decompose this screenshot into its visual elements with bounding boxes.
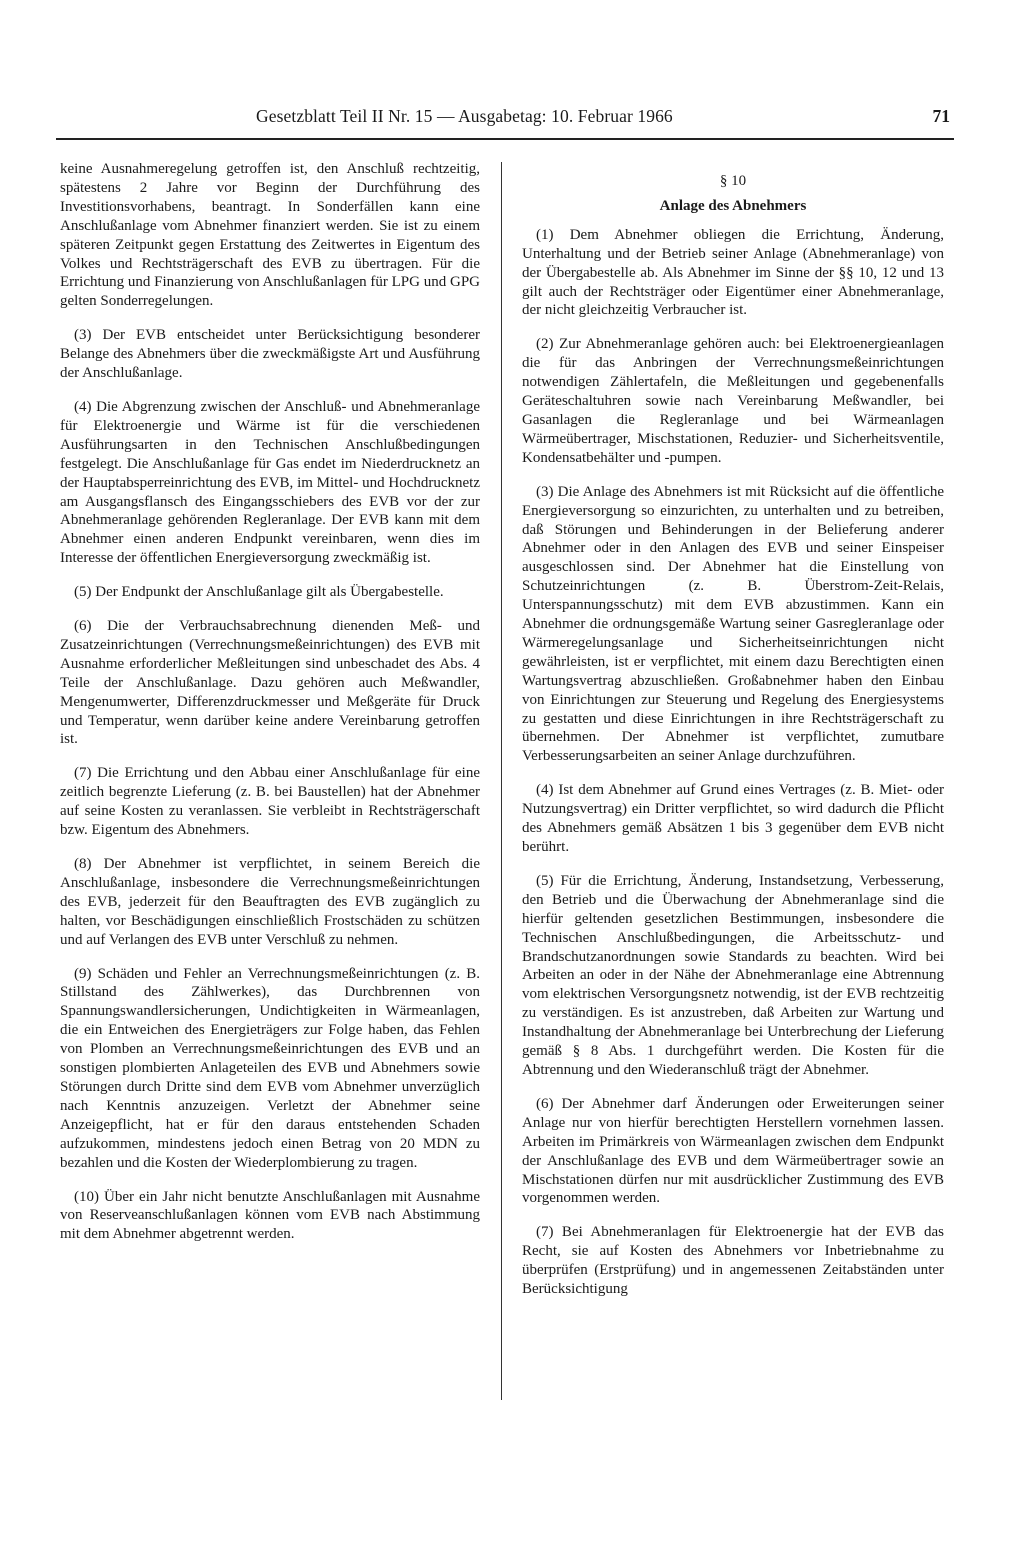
paragraph-8: (8) Der Abnehmer ist verpflichtet, in seinem Bereich die Anschlußanlage, insbesondere die Verrechnungsmeßeinrichtungen des EVB, jederzeit für den Beauftragten des EVB zugänglich zu halten, vor Beschädigungen einschließlich Frostschäden zu schützen und auf Verlangen des EVB unter Verschluß zu nehmen.: [60, 856, 480, 948]
page-number: 71: [932, 106, 950, 126]
section-number: § 10: [719, 173, 747, 189]
section-10-paragraph-7: (7) Bei Abnehmeranlagen für Elektroenergie hat der EVB das Recht, sie auf Kosten des Abnehmers vor Inbetriebnahme zu überprüfen (Erstprüfung) und in angemessenen Zeitabständen unter Berücksichtigung: [522, 1224, 944, 1298]
section-10-paragraph-6: (6) Der Abnehmer darf Änderungen oder Erweiterungen seiner Anlage nur von hierfür berechtigten Herstellern vornehmen lassen. Arbeiten im Primärkreis von Wärmeanlagen zwischen dem Endpunkt der Anschlußanlage des EVB und dem Wärmeübertrager sowie an Mischstationen dürfen nur mit ausdrücklicher Zustimmung des EVB vorgenommen werden.: [522, 1095, 944, 1207]
section-10-paragraph-5: (5) Für die Errichtung, Änderung, Instandsetzung, Verbesserung, den Betrieb und die Überwachung der Abnehmeranlage sind die hierfür geltenden gesetzlichen Bestimmungen, insbesondere die Technischen Anschlußbedingungen, die Arbeitsschutz- und Brandschutzanordnungen sowie Standards zu beachten. Wird bei Arbeiten an oder in der Nähe der Abnehmeranlage eine Abtrennung vom elektrischen Versorgungsnetz notwendig, ist der EVB rechtzeitig zu verständigen. Es ist anzustreben, daß Arbeiten zur Wartung und Instandhaltung der Abnehmeranlage bei Unterbrechung der Lieferung gemäß § 8 Abs. 1 durchgeführt werden. Die Kosten für die Abtrennung und den Wiederanschluß trägt der Abnehmer.: [522, 872, 944, 1078]
paragraph-continuation: keine Ausnahmeregelung getroffen ist, den Anschluß rechtzeitig, spätestens 2 Jahre vor Beginn der Durchführung des Investitionsvorhabens, beantragt. In Sonderfällen kann eine Anschlußanlage vom Abnehmer finanziert werden. Sie ist zu einem späteren Zeitpunkt gegen Erstattung des Zeitwertes in Eigentum des Volkes und Rechtsträgerschaft des EVB zu übertragen. Für die Errichtung und Finanzierung von Anschlußanlagen für LPG und GPG gelten Sonderregelungen.: [60, 161, 480, 310]
left-column: [60, 160, 480, 1259]
paragraph-4: (4) Die Abgrenzung zwischen der Anschluß- und Abnehmeranlage für Elektroenergie und Wärme ist für die verschiedenen Ausführungsarten in den Technischen Anschlußbedingungen festgelegt. Die Anschlußanlage für Gas endet im Niederdrucknetz an der Hauptabsperreinrichtung des EVB, im Mittel- und Hochdrucknetz am Ausgangsflansch des Eingangsschiebers des EVB vor der zur Abnehmeranlage gehörenden Regleranlage. Der EVB kann mit dem Abnehmer einen anderen Endpunkt vereinbaren, wenn dies im Interesse der öffentlichen Energieversorgung zweckmäßig ist.: [60, 398, 480, 567]
column-divider: [501, 162, 502, 1400]
header-title: Gesetzblatt Teil II Nr. 15 — Ausgabetag: 10. Februar 1966: [256, 106, 673, 126]
section-10-paragraph-2: (2) Zur Abnehmeranlage gehören auch: bei Elektroenergieanlagen die für das Anbringen der Verrechnungsmeßeinrichtungen notwendigen Zählertafeln, die Meßleitungen und gegebenenfalls Geräteschaltuhren sowie nach Vereinbarung Meßwandler, bei Gasanlagen die Regleranlage und bei Wärmeanlagen Wärmeübertrager, Mischstationen, Reduzier- und Sicherheitsventile, Kondensatbehälter und -pumpen.: [522, 336, 944, 466]
paragraph-5: (5) Der Endpunkt der Anschlußanlage gilt als Übergabestelle.: [74, 584, 444, 601]
paragraph-6: (6) Die der Verbrauchsabrechnung dienenden Meß- und Zusatzeinrichtungen (Verrechnungsmeßeinrichtungen) des EVB mit Ausnahme erforderlicher Meßleitungen sind unbeschadet des Abs. 4 Teile der Anschlußanlage. Dazu gehören auch Meßwandler, Mengenumwerter, Differenzdruckmesser und Meßgeräte für Druck und Temperatur, wenn darüber keine andere Vereinbarung getroffen ist.: [60, 618, 480, 748]
section-10-paragraph-3: (3) Die Anlage des Abnehmers ist mit Rücksicht auf die öffentliche Energieversorgung so einzurichten, zu unterhalten und zu betreiben, daß Störungen und Behinderungen in der Belieferung anderer Abnehmer oder in den Anlagen des EVB und seiner Einspeiser ausgeschlossen sind. Der Abnehmer hat die Einstellung von Schutzeinrichtungen (z. B. Überstrom-Zeit-Relais, Unterspannungsschutz) mit dem EVB abzustimmen. Kann ein Abnehmer die ordnungsgemäße Wartung seiner Gasregleranlage oder Wärmeregelungsanlage und Sicherheitseinrichtungen nicht gewährleisten, ist er verpflichtet, mit einem dazu Berechtigten einen Wartungsvertrag abzuschließen. Großabnehmer haben den Einbau von Einrichtungen zur Steuerung und Regelung des Energiesystems zu gestatten und diese Einrichtungen in ihre Rechtsträgerschaft zu übernehmen. Der Abnehmer ist verpflichtet, zumutbare Verbesserungsarbeiten an seiner Anlage durchzuführen.: [522, 483, 944, 765]
section-10-paragraph-1: (1) Dem Abnehmer obliegen die Errichtung, Änderung, Unterhaltung und der Betrieb seiner Anlage (Abnehmeranlage) von der Übergabestelle ab. Als Abnehmer im Sinne der §§ 10, 12 und 13 gilt auch der Rechtsträger oder Eigentümer einer Abnehmeranlage, der nicht gleichzeitig Verbraucher ist.: [522, 226, 944, 319]
section-10-paragraph-4: (4) Ist dem Abnehmer auf Grund eines Vertrages (z. B. Miet- oder Nutzungsvertrag) ein Dritter verpflichtet, so wird dadurch die Pflicht des Abnehmers gemäß Absätzen 1 bis 3 gegenüber dem EVB nicht berührt.: [522, 782, 944, 855]
right-column: [522, 160, 944, 1314]
page-header: [56, 98, 954, 140]
paragraph-9: (9) Schäden und Fehler an Verrechnungsmeßeinrichtungen (z. B. Stillstand des Zählwerkes), das Durchbrennen von Spannungswandlersicherungen, Undichtigkeiten in Wärmeanlagen, die ein Entweichen des Energieträgers zur Folge haben, das Fehlen von Plomben an Verrechnungsmeßeinrichtungen des EVB und an sonstigen plombierten Anlageteilen des EVB und Abnehmers sowie Störungen durch Dritte sind dem EVB vom Abnehmer unverzüglich nach Kenntnis anzuzeigen. Verletzt der Abnehmer seine Anzeigepflicht, hat er für den daraus entstehenden Schaden aufzukommen, mindestens jedoch einen Betrag von 20 MDN zu bezahlen und die Kosten der Wiederplombierung zu tragen.: [60, 965, 480, 1171]
paragraph-3: (3) Der EVB entscheidet unter Berücksichtigung besonderer Belange des Abnehmers über die zweckmäßigste Art und Ausführung der Anschlußanlage.: [60, 327, 480, 382]
paragraph-10: (10) Über ein Jahr nicht benutzte Anschlußanlagen mit Ausnahme von Reserveanschlußanlagen können vom EVB nach Abstimmung mit dem Abnehmer abgetrennt werden.: [60, 1188, 480, 1243]
paragraph-7: (7) Die Errichtung und den Abbau einer Anschlußanlage für eine zeitlich begrenzte Lieferung (z. B. bei Baustellen) hat der Abnehmer auf seine Kosten zu veranlassen. Sie verbleibt in Rechtsträgerschaft bzw. Eigentum des Abnehmers.: [60, 765, 480, 839]
section-title: Anlage des Abnehmers: [659, 197, 807, 214]
